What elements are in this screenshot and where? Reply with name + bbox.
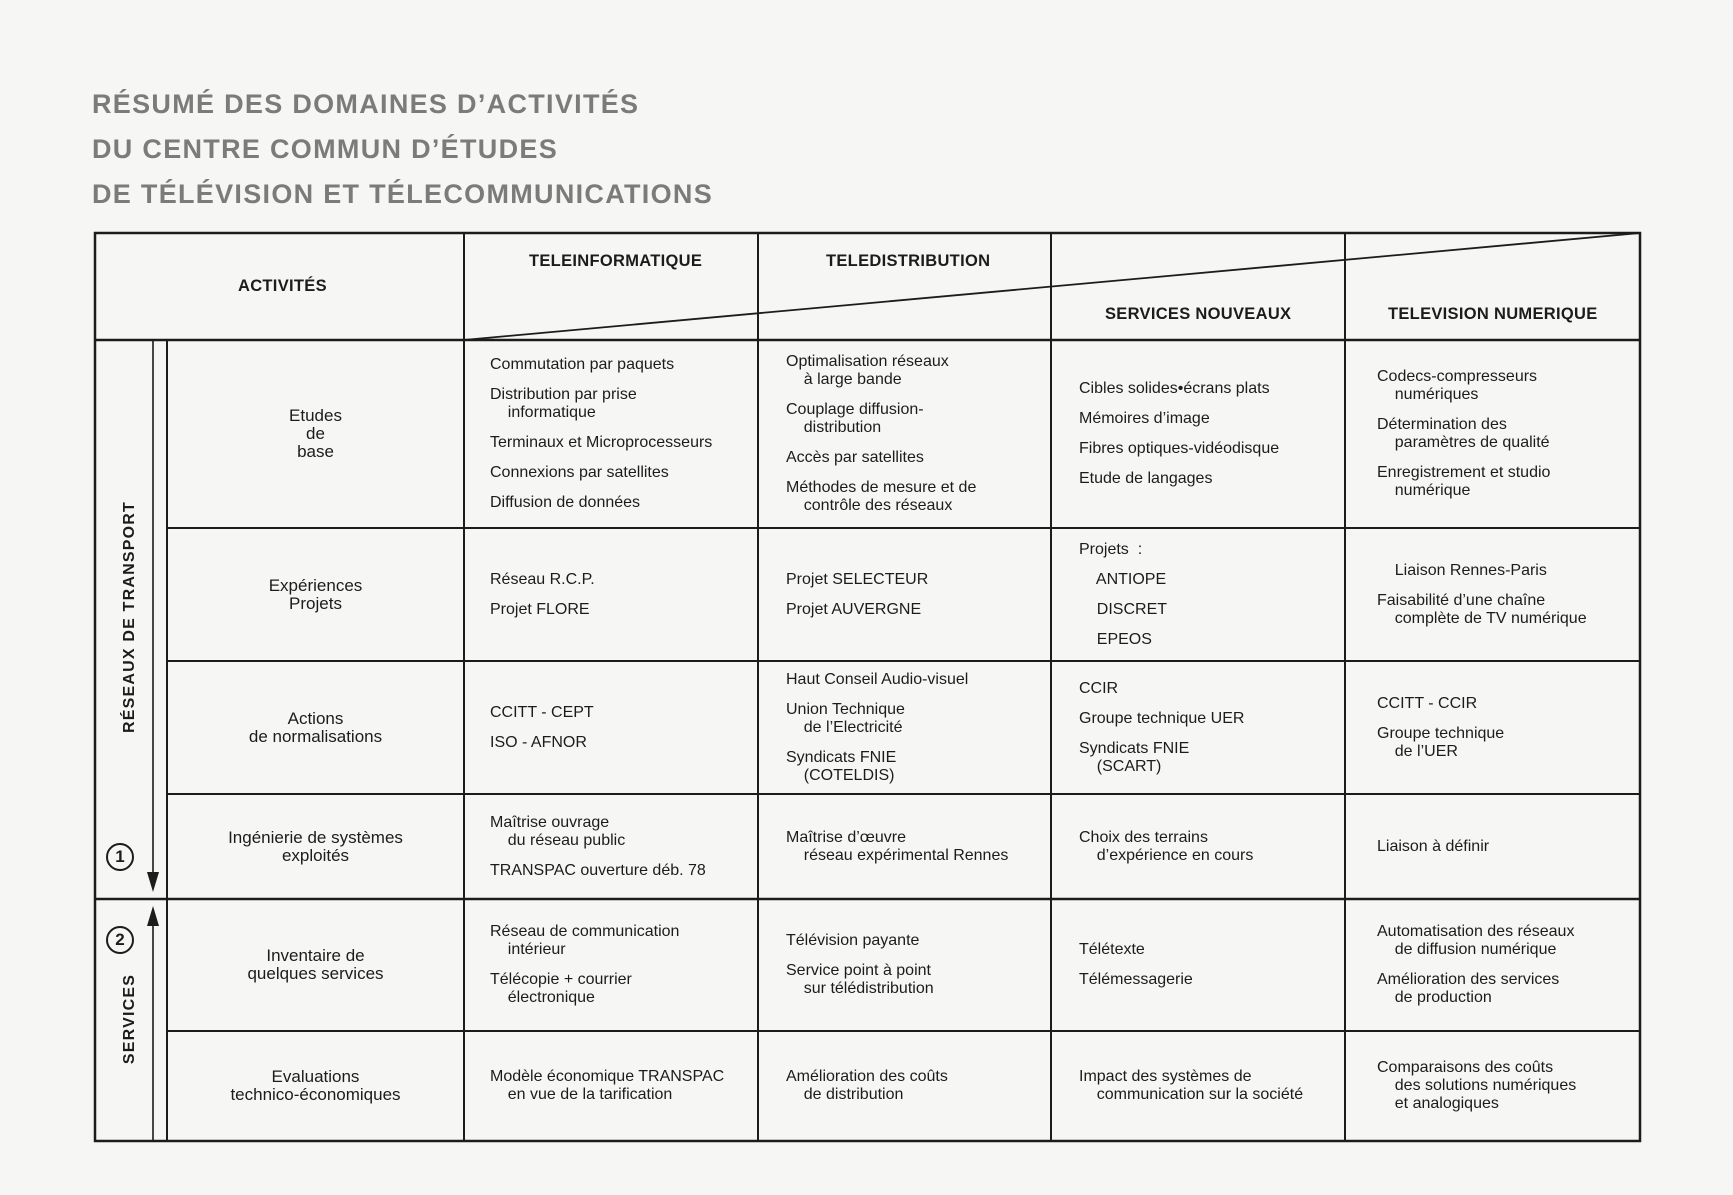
group-number-1: 1 [106,843,134,871]
table-cell-teleinformatique [464,1031,758,1141]
cell-entry: Comparaisons des coûts des solutions numériques et analogiques [1377,1059,1577,1112]
cell-entry: Télétexte [1079,941,1145,958]
cell-entry: CCITT - CCIR [1377,694,1478,712]
table-cell-services-nouveaux [1051,794,1345,899]
cell-entry: Service point à point sur télédistribution [786,962,934,997]
row-label-experiences: Expériences Projets [268,575,363,613]
cell-entry: ISO - AFNOR [490,733,587,751]
cell-entry: Maîtrise ouvrage du réseau public [490,813,626,849]
arrow-up-head [147,906,159,926]
cell-entry: Cibles solides•écrans plats [1079,380,1270,397]
cell-entry: Syndicats FNIE (SCART) [1079,739,1190,775]
cell-entry: Télécopie + courrier électronique [490,971,632,1006]
cell-entry: Amélioration des services de production [1377,971,1560,1006]
cell-entry: Automatisation des réseaux de diffusion numérique [1377,923,1575,958]
cell-entry: Modèle économique TRANSPAC en vue de la tarification [490,1068,725,1103]
cell-entry: Liaison à définir [1377,837,1490,855]
cell-entry: Télémessagerie [1079,971,1193,988]
cell-entry: Fibres optiques-vidéodisque [1079,440,1280,457]
cell-entry: Haut Conseil Audio-visuel [786,670,969,688]
table-cell-teleinformatique [464,340,758,528]
cell-entry: Commutation par paquets [490,356,675,373]
table-cell-teledistribution [758,528,1051,661]
title-line-1: RÉSUMÉ DES DOMAINES D’ACTIVITÉS [92,89,640,119]
table-cell-teledistribution [758,661,1051,794]
table-cell-television-numerique [1345,1031,1640,1141]
table-cell-television-numerique [1345,899,1640,1031]
header-television-numerique: TELEVISION NUMERIQUE [1388,305,1598,323]
table-cell-services-nouveaux [1051,899,1345,1031]
table-cell-services-nouveaux [1051,1031,1345,1141]
header-teledistribution: TELEDISTRIBUTION [826,252,991,270]
row-label-normalisations: Actions de normalisations [248,708,383,746]
group-number-2: 2 [106,926,134,954]
cell-entry: Réseau R.C.P. [490,570,595,588]
cell-entry: Enregistrement et studio numérique [1377,464,1551,499]
table-cell-television-numerique [1345,794,1640,899]
table-cell-teleinformatique [464,794,758,899]
table-cell-teleinformatique [464,899,758,1031]
cell-entry: Impact des systèmes de communication sur la société [1079,1068,1304,1103]
cell-entry: Amélioration des coûts de distribution [786,1068,948,1103]
table-cell-television-numerique [1345,528,1640,661]
cell-entry: Connexions par satellites [490,464,669,481]
cell-entry: Télévision payante [786,932,920,949]
cell-entry: Maîtrise d’œuvre réseau expérimental Rennes [786,828,1009,864]
table-cell-teleinformatique [464,661,758,794]
cell-entry: TRANSPAC ouverture déb. 78 [490,861,706,879]
cell-entry: CCITT - CEPT [490,703,594,721]
cell-entry: Codecs-compresseurs numériques [1377,368,1538,403]
cell-entry: EPEOS [1079,630,1152,648]
table-cell-teledistribution [758,899,1051,1031]
row-label-inventaire: Inventaire de quelques services [247,946,384,983]
header-services-nouveaux: SERVICES NOUVEAUX [1105,305,1292,323]
cell-entry: Groupe technique UER [1079,709,1245,727]
cell-entry: Syndicats FNIE (COTELDIS) [786,748,897,784]
cell-entry: Distribution par prise informatique [490,386,637,421]
cell-entry: CCIR [1079,679,1119,697]
cell-entry: Choix des terrains d’expérience en cours [1079,828,1254,864]
title-line-3: DE TÉLÉVISION ET TÉLECOMMUNICATIONS [92,179,714,209]
cell-entry: Etude de langages [1079,470,1213,487]
cell-entry: Couplage diffusion- distribution [786,401,924,436]
row-label-evaluations: Evaluations technico-économiques [230,1067,401,1104]
cell-entry: Terminaux et Microprocesseurs [490,434,713,451]
arrow-down-head [147,872,159,892]
cell-entry: DISCRET [1079,600,1168,618]
cell-entry: Groupe technique de l’UER [1377,724,1505,760]
table-cell-services-nouveaux [1051,528,1345,661]
cell-entry: Réseau de communication intérieur [490,923,680,958]
cell-entry: Faisabilité d’une chaîne complète de TV numérique [1377,591,1587,627]
group-label-services: SERVICES [121,973,138,1065]
cell-entry: Projet AUVERGNE [786,600,922,618]
group-label-reseaux: RÉSEAUX DE TRANSPORT [121,500,138,733]
cell-entry: Mémoires d’image [1079,410,1210,427]
table-cell-services-nouveaux [1051,661,1345,794]
table-cell-services-nouveaux [1051,340,1345,528]
table-cell-teleinformatique [464,528,758,661]
cell-entry: Accès par satellites [786,449,924,466]
cell-entry: Projets : [1079,540,1143,558]
cell-entry: Liaison Rennes-Paris [1377,561,1547,579]
cell-entry: Union Technique de l’Electricité [786,700,905,736]
table-cell-teledistribution [758,340,1051,528]
header-activites: ACTIVITÉS [238,277,327,295]
table-cell-teledistribution [758,794,1051,899]
cell-entry: Projet SELECTEUR [786,570,929,588]
cell-entry: Optimalisation réseaux à large bande [786,353,949,388]
table-cell-television-numerique [1345,340,1640,528]
table-cell-television-numerique [1345,661,1640,794]
cell-entry: Diffusion de données [490,494,641,511]
cell-entry: ANTIOPE [1079,570,1167,588]
row-label-etudes: Etudes de base [289,406,342,461]
cell-entry: Méthodes de mesure et de contrôle des réseaux [786,479,977,514]
cell-entry: Détermination des paramètres de qualité [1377,416,1550,451]
title-line-2: DU CENTRE COMMUN D’ÉTUDES [92,134,559,164]
table-cell-teledistribution [758,1031,1051,1141]
cell-entry: Projet FLORE [490,600,590,618]
header-teleinformatique: TELEINFORMATIQUE [529,252,703,270]
row-label-ingenierie: Ingénierie de systèmes exploités [228,827,403,865]
